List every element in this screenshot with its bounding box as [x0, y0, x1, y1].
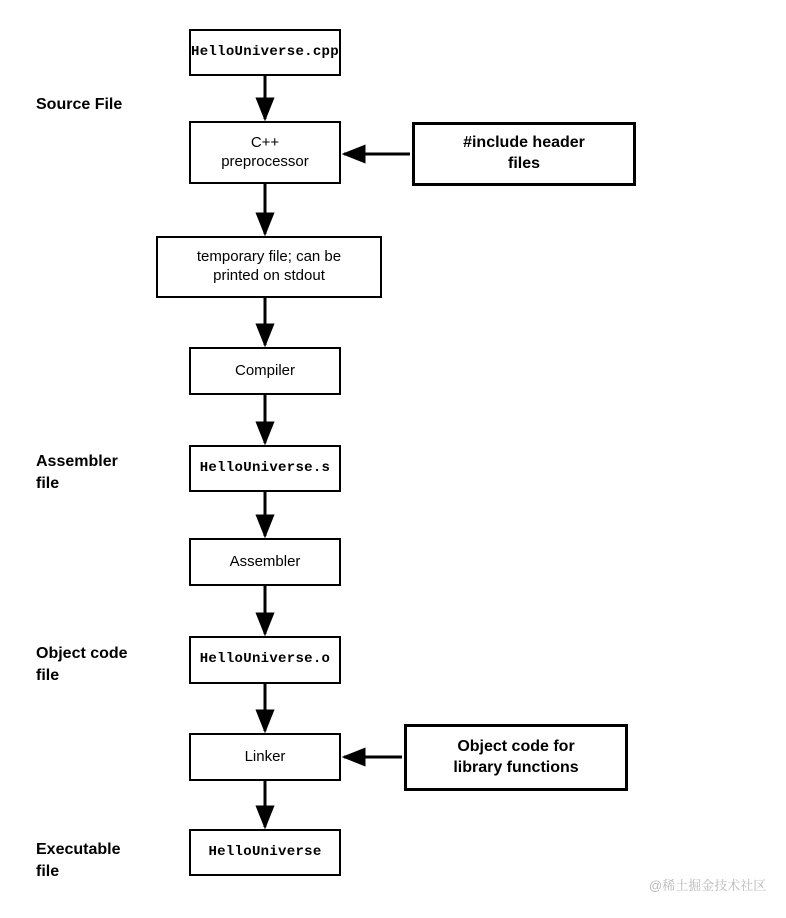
node-linker: Linker: [189, 733, 341, 781]
node-hellouniverse-cpp: HelloUniverse.cpp: [189, 29, 341, 76]
stage-label-object-code-file: Object code file: [36, 645, 128, 684]
stage-label-source-file: Source File: [36, 96, 123, 113]
watermark: @稀土掘金技术社区: [649, 878, 767, 893]
stage-label-executable-file: Executable file: [36, 841, 121, 880]
node-assembler: Assembler: [189, 538, 341, 586]
node-cpp-preprocessor: C++ preprocessor: [189, 121, 341, 184]
node-temporary-file: temporary file; can be printed on stdout: [156, 236, 382, 298]
node-object-code-library: Object code for library functions: [404, 724, 628, 791]
node-include-header-files: #include header files: [412, 122, 636, 186]
node-hellouniverse-o: HelloUniverse.o: [189, 636, 341, 684]
node-compiler: Compiler: [189, 347, 341, 395]
node-hellouniverse-s: HelloUniverse.s: [189, 445, 341, 492]
stage-label-assembler-file: Assembler file: [36, 453, 118, 492]
node-hellouniverse-exe: HelloUniverse: [189, 829, 341, 876]
